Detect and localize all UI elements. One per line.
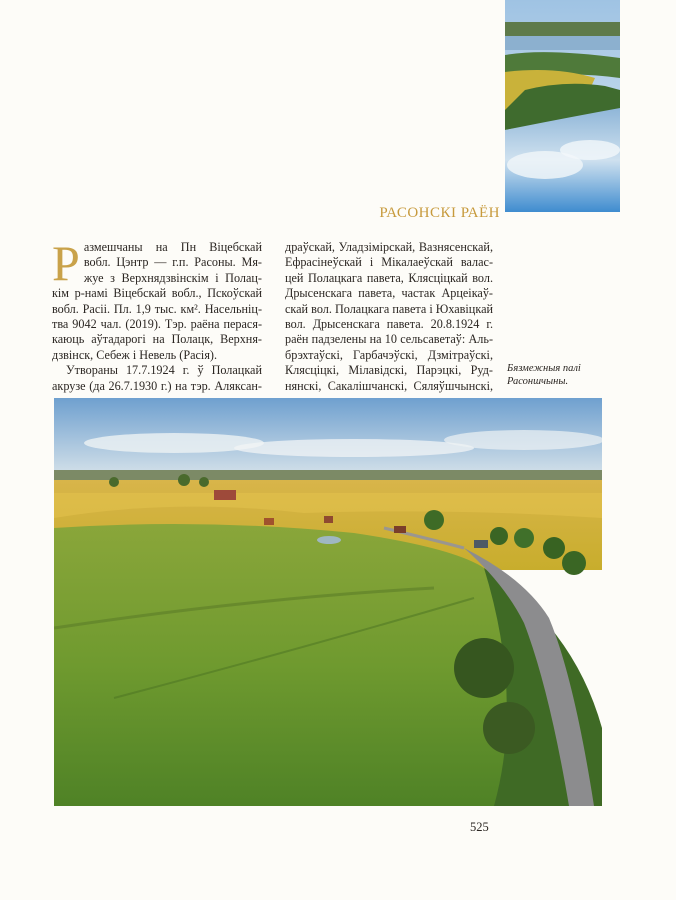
text-line: нянскі, Сакалішчанскі, Сяляўшчынскі,: [285, 378, 493, 393]
text-line: кім р-намі Віцебскай вобл., Пскоўскай: [52, 286, 262, 301]
text-column-2: [285, 240, 493, 394]
text-line: Клясціцкі, Мілавідскі, Парэцкі, Руд-: [285, 363, 493, 378]
paragraph-2: [52, 363, 262, 394]
text-line: тва 9042 чал. (2019). Тэр. раёна перася-: [52, 317, 262, 332]
field-photo: [54, 398, 602, 806]
paragraph-3: [285, 240, 493, 394]
text-line: дзвінск, Себеж і Невель (Расія).: [52, 347, 218, 362]
text-line: скай вол. Полацкага павета і Юхавіцкай: [285, 301, 493, 316]
text-line: цей Полацкага павета, Клясціцкай вол.: [285, 270, 493, 285]
text-line: Дрысенскага павета, частак Арцеікаў-: [285, 286, 493, 301]
text-line: каюць аўтадарогі на Полацк, Верхня-: [52, 332, 262, 347]
text-line: раён падзелены на 10 сельсаветаў: Аль-: [285, 332, 493, 347]
photo-caption: [507, 362, 612, 388]
lake-photo: [505, 0, 620, 212]
text-column-1: [52, 235, 262, 394]
text-line: вобл. Цэнтр — г.п. Расоны. Мя-: [83, 255, 262, 270]
text-line: жуе з Верхнядзвінскім і Полац-: [83, 270, 262, 285]
text-line: Ефрасінеўскай і Мікалаеўскай валас-: [285, 255, 493, 270]
caption-line: Бязмежныя палі: [507, 363, 581, 374]
text-line: акрузе (да 26.7.1930 г.) на тэр. Аляксан-: [52, 378, 262, 393]
text-line: брэхтаўскі, Гарбачэўскі, Дзмітраўскі,: [285, 347, 493, 362]
text-line: азмешчаны на Пн Віцебскай: [83, 240, 262, 254]
section-title: РАСОНСКІ РАЁН: [379, 205, 500, 221]
text-line: вобл. Расіі. Пл. 1,9 тыс. км². Насельніц-: [52, 301, 262, 316]
text-line: драўскай, Уладзімірскай, Вазнясенскай,: [285, 240, 493, 254]
paragraph-1: [52, 235, 262, 363]
caption-line: Расоншчыны.: [507, 376, 569, 387]
text-line: Утвораны 17.7.1924 г. ў Полацкай: [66, 363, 262, 378]
page-number: 525: [470, 820, 489, 834]
text-line: вол. Дрысенскага павета. 20.8.1924 г.: [285, 317, 493, 332]
drop-cap: Р: [52, 235, 80, 291]
